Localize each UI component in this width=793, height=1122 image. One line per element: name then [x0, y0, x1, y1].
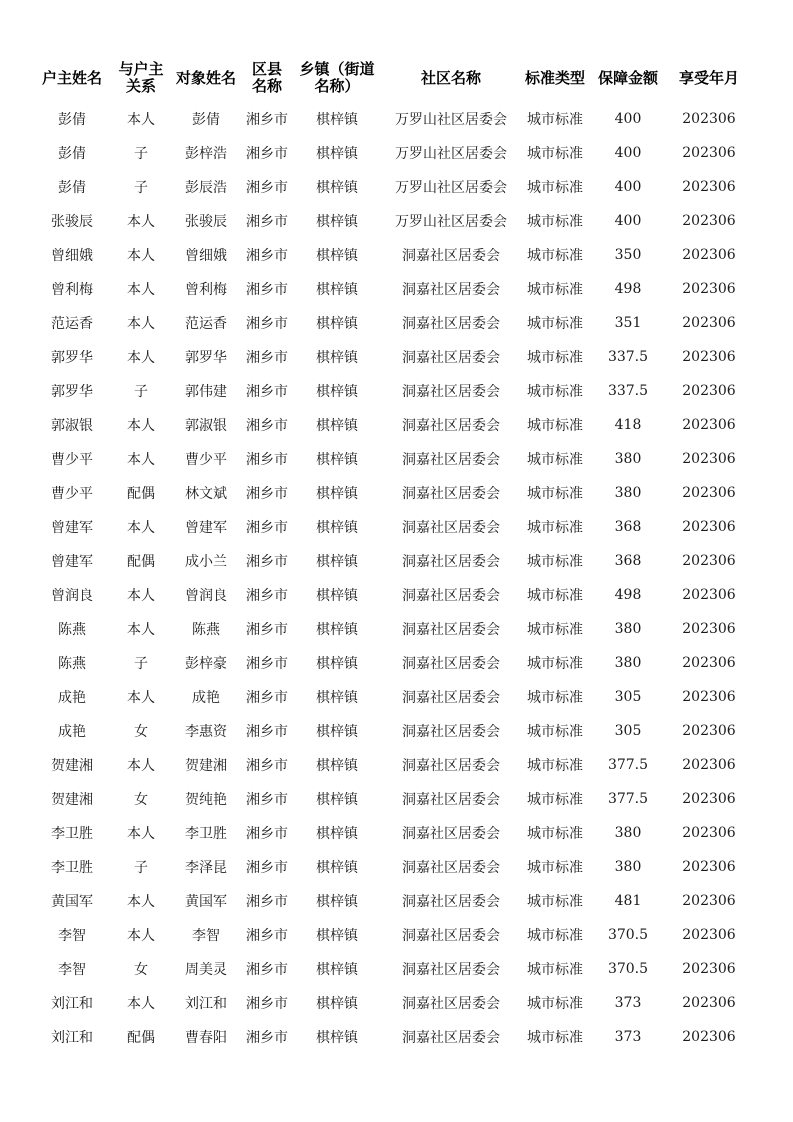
county-cell: 湘乡市: [246, 316, 288, 332]
benefit-month-cell: 202306: [682, 179, 736, 195]
header-benefit-amount: 保障金额: [597, 68, 658, 87]
household-head-name-cell: 范运香: [51, 316, 93, 332]
town-cell: 棋梓镇: [316, 826, 358, 842]
recipient-name-cell: 贺纯艳: [185, 792, 227, 808]
community-cell: 万罗山社区居委会: [395, 180, 507, 196]
relationship-cell: 本人: [127, 758, 155, 774]
benefit-amount-cell: 400: [614, 111, 642, 127]
table-row: [32, 272, 752, 306]
town-cell: 棋梓镇: [316, 656, 358, 672]
benefit-month-cell: 202306: [682, 451, 736, 467]
household-head-name-cell: 李智: [58, 962, 86, 978]
standard-type-cell: 城市标准: [527, 588, 583, 604]
relationship-cell: 子: [134, 656, 148, 672]
community-cell: 洞嘉社区居委会: [402, 520, 500, 536]
table-body: [32, 102, 752, 1054]
relationship-cell: 本人: [127, 826, 155, 842]
household-head-name-cell: 郭罗华: [51, 350, 93, 366]
town-cell: 棋梓镇: [316, 248, 358, 264]
benefit-amount-cell: 380: [614, 621, 642, 637]
benefit-amount-cell: 350: [614, 247, 642, 263]
town-cell: 棋梓镇: [316, 520, 358, 536]
header-row: [32, 54, 752, 102]
county-cell: 湘乡市: [246, 996, 288, 1012]
recipient-name-cell: 彭辰浩: [185, 180, 227, 196]
benefit-month-cell: 202306: [682, 723, 736, 739]
header-town-name: 乡镇（街道 名称）: [299, 60, 375, 95]
recipient-name-cell: 成艳: [192, 690, 220, 706]
town-cell: 棋梓镇: [316, 418, 358, 434]
household-head-name-cell: 刘江和: [51, 996, 93, 1012]
household-head-name-cell: 成艳: [58, 724, 86, 740]
standard-type-cell: 城市标准: [527, 214, 583, 230]
benefit-month-cell: 202306: [682, 621, 736, 637]
benefit-amount-cell: 373: [614, 995, 642, 1011]
standard-type-cell: 城市标准: [527, 792, 583, 808]
community-cell: 洞嘉社区居委会: [402, 656, 500, 672]
household-head-name-cell: 曹少平: [51, 452, 93, 468]
table-row: [32, 510, 752, 544]
recipient-name-cell: 郭伟建: [185, 384, 227, 400]
community-cell: 洞嘉社区居委会: [402, 350, 500, 366]
relationship-cell: 女: [134, 792, 148, 808]
county-cell: 湘乡市: [246, 112, 288, 128]
table-row: [32, 578, 752, 612]
county-cell: 湘乡市: [246, 384, 288, 400]
county-cell: 湘乡市: [246, 180, 288, 196]
county-cell: 湘乡市: [246, 350, 288, 366]
recipient-name-cell: 林文斌: [185, 486, 227, 502]
table-row: [32, 442, 752, 476]
recipient-name-cell: 曹少平: [185, 452, 227, 468]
county-cell: 湘乡市: [246, 826, 288, 842]
table-row: [32, 986, 752, 1020]
recipient-name-cell: 李智: [192, 928, 220, 944]
county-cell: 湘乡市: [246, 588, 288, 604]
community-cell: 万罗山社区居委会: [395, 112, 507, 128]
benefit-month-cell: 202306: [682, 791, 736, 807]
household-head-name-cell: 张骏辰: [51, 214, 93, 230]
benefit-amount-cell: 370.5: [607, 927, 649, 943]
benefit-month-cell: 202306: [682, 349, 736, 365]
standard-type-cell: 城市标准: [527, 350, 583, 366]
county-cell: 湘乡市: [246, 486, 288, 502]
household-head-name-cell: 彭倩: [58, 112, 86, 128]
town-cell: 棋梓镇: [316, 690, 358, 706]
benefit-amount-cell: 368: [614, 553, 642, 569]
relationship-cell: 本人: [127, 316, 155, 332]
recipient-name-cell: 张骏辰: [185, 214, 227, 230]
relationship-cell: 本人: [127, 996, 155, 1012]
benefit-amount-cell: 481: [614, 893, 642, 909]
standard-type-cell: 城市标准: [527, 554, 583, 570]
recipient-name-cell: 曾润良: [185, 588, 227, 604]
standard-type-cell: 城市标准: [527, 520, 583, 536]
table-row: [32, 476, 752, 510]
town-cell: 棋梓镇: [316, 928, 358, 944]
relationship-cell: 本人: [127, 928, 155, 944]
standard-type-cell: 城市标准: [527, 452, 583, 468]
community-cell: 洞嘉社区居委会: [402, 1030, 500, 1046]
recipient-name-cell: 彭梓豪: [185, 656, 227, 672]
household-head-name-cell: 郭罗华: [51, 384, 93, 400]
household-head-name-cell: 李卫胜: [51, 826, 93, 842]
community-cell: 洞嘉社区居委会: [402, 554, 500, 570]
household-head-name-cell: 陈燕: [58, 656, 86, 672]
relationship-cell: 配偶: [127, 486, 155, 502]
benefit-amount-cell: 351: [614, 315, 642, 331]
community-cell: 洞嘉社区居委会: [402, 452, 500, 468]
table-row: [32, 408, 752, 442]
community-cell: 洞嘉社区居委会: [402, 724, 500, 740]
table-row: [32, 306, 752, 340]
standard-type-cell: 城市标准: [527, 962, 583, 978]
header-recipient-name: 对象姓名: [175, 68, 236, 87]
benefit-month-cell: 202306: [682, 315, 736, 331]
benefit-month-cell: 202306: [682, 145, 736, 161]
community-cell: 洞嘉社区居委会: [402, 588, 500, 604]
standard-type-cell: 城市标准: [527, 894, 583, 910]
relationship-cell: 子: [134, 180, 148, 196]
standard-type-cell: 城市标准: [527, 316, 583, 332]
benefit-month-cell: 202306: [682, 417, 736, 433]
county-cell: 湘乡市: [246, 554, 288, 570]
town-cell: 棋梓镇: [316, 452, 358, 468]
county-cell: 湘乡市: [246, 1030, 288, 1046]
standard-type-cell: 城市标准: [527, 248, 583, 264]
standard-type-cell: 城市标准: [527, 146, 583, 162]
standard-type-cell: 城市标准: [527, 996, 583, 1012]
community-cell: 洞嘉社区居委会: [402, 996, 500, 1012]
recipient-name-cell: 郭淑银: [185, 418, 227, 434]
recipient-name-cell: 陈燕: [192, 622, 220, 638]
recipient-name-cell: 曾利梅: [185, 282, 227, 298]
benefit-month-cell: 202306: [682, 825, 736, 841]
standard-type-cell: 城市标准: [527, 384, 583, 400]
benefit-amount-cell: 373: [614, 1029, 642, 1045]
table-row: [32, 102, 752, 136]
standard-type-cell: 城市标准: [527, 282, 583, 298]
county-cell: 湘乡市: [246, 656, 288, 672]
benefit-month-cell: 202306: [682, 587, 736, 603]
relationship-cell: 本人: [127, 214, 155, 230]
recipient-name-cell: 李卫胜: [185, 826, 227, 842]
county-cell: 湘乡市: [246, 146, 288, 162]
county-cell: 湘乡市: [246, 962, 288, 978]
relationship-cell: 本人: [127, 588, 155, 604]
benefit-month-cell: 202306: [682, 757, 736, 773]
benefit-amount-cell: 377.5: [607, 791, 649, 807]
town-cell: 棋梓镇: [316, 724, 358, 740]
recipient-name-cell: 彭梓浩: [185, 146, 227, 162]
household-head-name-cell: 曾建军: [51, 554, 93, 570]
table-row: [32, 1020, 752, 1054]
town-cell: 棋梓镇: [316, 554, 358, 570]
relationship-cell: 本人: [127, 112, 155, 128]
table-row: [32, 238, 752, 272]
relationship-cell: 配偶: [127, 554, 155, 570]
household-head-name-cell: 李卫胜: [51, 860, 93, 876]
standard-type-cell: 城市标准: [527, 1030, 583, 1046]
standard-type-cell: 城市标准: [527, 724, 583, 740]
county-cell: 湘乡市: [246, 248, 288, 264]
community-cell: 洞嘉社区居委会: [402, 894, 500, 910]
community-cell: 万罗山社区居委会: [395, 214, 507, 230]
standard-type-cell: 城市标准: [527, 860, 583, 876]
benefit-month-cell: 202306: [682, 859, 736, 875]
benefit-month-cell: 202306: [682, 519, 736, 535]
household-head-name-cell: 彭倩: [58, 146, 86, 162]
benefit-month-cell: 202306: [682, 689, 736, 705]
standard-type-cell: 城市标准: [527, 486, 583, 502]
table-row: [32, 646, 752, 680]
relationship-cell: 本人: [127, 350, 155, 366]
community-cell: 洞嘉社区居委会: [402, 758, 500, 774]
benefit-amount-cell: 380: [614, 825, 642, 841]
recipient-name-cell: 曾建军: [185, 520, 227, 536]
recipient-name-cell: 曹春阳: [185, 1030, 227, 1046]
benefit-amount-cell: 498: [614, 281, 642, 297]
benefit-month-cell: 202306: [682, 995, 736, 1011]
header-community-name: 社区名称: [420, 68, 481, 87]
benefit-month-cell: 202306: [682, 485, 736, 501]
county-cell: 湘乡市: [246, 690, 288, 706]
header-county-name: 区县 名称: [251, 60, 282, 95]
benefit-amount-cell: 305: [614, 689, 642, 705]
table-row: [32, 918, 752, 952]
household-head-name-cell: 曾建军: [51, 520, 93, 536]
community-cell: 洞嘉社区居委会: [402, 826, 500, 842]
benefit-month-cell: 202306: [682, 1029, 736, 1045]
town-cell: 棋梓镇: [316, 146, 358, 162]
county-cell: 湘乡市: [246, 894, 288, 910]
benefit-amount-cell: 380: [614, 485, 642, 501]
household-head-name-cell: 郭淑银: [51, 418, 93, 434]
community-cell: 万罗山社区居委会: [395, 146, 507, 162]
recipient-name-cell: 成小兰: [185, 554, 227, 570]
benefit-amount-cell: 400: [614, 179, 642, 195]
standard-type-cell: 城市标准: [527, 656, 583, 672]
benefit-month-cell: 202306: [682, 111, 736, 127]
relationship-cell: 女: [134, 962, 148, 978]
table-row: [32, 204, 752, 238]
recipient-name-cell: 曾细娥: [185, 248, 227, 264]
recipient-name-cell: 刘江和: [185, 996, 227, 1012]
town-cell: 棋梓镇: [316, 282, 358, 298]
household-head-name-cell: 贺建湘: [51, 758, 93, 774]
standard-type-cell: 城市标准: [527, 826, 583, 842]
community-cell: 洞嘉社区居委会: [402, 690, 500, 706]
county-cell: 湘乡市: [246, 792, 288, 808]
benefit-amount-cell: 368: [614, 519, 642, 535]
benefit-month-cell: 202306: [682, 553, 736, 569]
relationship-cell: 子: [134, 860, 148, 876]
household-head-name-cell: 曾细娥: [51, 248, 93, 264]
table-row: [32, 952, 752, 986]
recipient-name-cell: 郭罗华: [185, 350, 227, 366]
benefit-amount-cell: 400: [614, 145, 642, 161]
recipient-name-cell: 周美灵: [185, 962, 227, 978]
town-cell: 棋梓镇: [316, 1030, 358, 1046]
household-head-name-cell: 李智: [58, 928, 86, 944]
relationship-cell: 配偶: [127, 1030, 155, 1046]
household-head-name-cell: 刘江和: [51, 1030, 93, 1046]
recipient-name-cell: 范运香: [185, 316, 227, 332]
town-cell: 棋梓镇: [316, 860, 358, 876]
county-cell: 湘乡市: [246, 520, 288, 536]
relationship-cell: 子: [134, 146, 148, 162]
county-cell: 湘乡市: [246, 928, 288, 944]
table-row: [32, 340, 752, 374]
benefit-amount-cell: 380: [614, 451, 642, 467]
recipient-name-cell: 李惠资: [185, 724, 227, 740]
county-cell: 湘乡市: [246, 860, 288, 876]
benefit-amount-cell: 418: [614, 417, 642, 433]
community-cell: 洞嘉社区居委会: [402, 418, 500, 434]
county-cell: 湘乡市: [246, 214, 288, 230]
recipient-name-cell: 黄国军: [185, 894, 227, 910]
standard-type-cell: 城市标准: [527, 622, 583, 638]
community-cell: 洞嘉社区居委会: [402, 928, 500, 944]
town-cell: 棋梓镇: [316, 622, 358, 638]
town-cell: 棋梓镇: [316, 962, 358, 978]
town-cell: 棋梓镇: [316, 384, 358, 400]
table-header: [32, 54, 752, 102]
benefit-amount-cell: 305: [614, 723, 642, 739]
household-head-name-cell: 曹少平: [51, 486, 93, 502]
town-cell: 棋梓镇: [316, 996, 358, 1012]
community-cell: 洞嘉社区居委会: [402, 248, 500, 264]
beneficiary-table: [32, 54, 752, 1054]
relationship-cell: 本人: [127, 894, 155, 910]
town-cell: 棋梓镇: [316, 316, 358, 332]
standard-type-cell: 城市标准: [527, 418, 583, 434]
benefit-amount-cell: 337.5: [607, 383, 649, 399]
household-head-name-cell: 黄国军: [51, 894, 93, 910]
town-cell: 棋梓镇: [316, 350, 358, 366]
standard-type-cell: 城市标准: [527, 180, 583, 196]
household-head-name-cell: 曾润良: [51, 588, 93, 604]
relationship-cell: 本人: [127, 282, 155, 298]
recipient-name-cell: 李泽昆: [185, 860, 227, 876]
relationship-cell: 本人: [127, 622, 155, 638]
benefit-amount-cell: 380: [614, 859, 642, 875]
recipient-name-cell: 贺建湘: [185, 758, 227, 774]
table-row: [32, 136, 752, 170]
relationship-cell: 本人: [127, 248, 155, 264]
town-cell: 棋梓镇: [316, 180, 358, 196]
community-cell: 洞嘉社区居委会: [402, 486, 500, 502]
benefit-amount-cell: 337.5: [607, 349, 649, 365]
county-cell: 湘乡市: [246, 282, 288, 298]
household-head-name-cell: 成艳: [58, 690, 86, 706]
standard-type-cell: 城市标准: [527, 928, 583, 944]
town-cell: 棋梓镇: [316, 486, 358, 502]
town-cell: 棋梓镇: [316, 112, 358, 128]
benefit-amount-cell: 498: [614, 587, 642, 603]
benefit-month-cell: 202306: [682, 927, 736, 943]
community-cell: 洞嘉社区居委会: [402, 860, 500, 876]
household-head-name-cell: 曾利梅: [51, 282, 93, 298]
benefit-amount-cell: 377.5: [607, 757, 649, 773]
town-cell: 棋梓镇: [316, 588, 358, 604]
table-row: [32, 612, 752, 646]
table-row: [32, 816, 752, 850]
table-row: [32, 170, 752, 204]
relationship-cell: 子: [134, 384, 148, 400]
community-cell: 洞嘉社区居委会: [402, 622, 500, 638]
table-row: [32, 714, 752, 748]
benefit-month-cell: 202306: [682, 961, 736, 977]
community-cell: 洞嘉社区居委会: [402, 384, 500, 400]
standard-type-cell: 城市标准: [527, 690, 583, 706]
table-row: [32, 884, 752, 918]
household-head-name-cell: 陈燕: [58, 622, 86, 638]
header-benefit-month: 享受年月: [678, 68, 739, 87]
county-cell: 湘乡市: [246, 452, 288, 468]
table-row: [32, 680, 752, 714]
table-row: [32, 782, 752, 816]
standard-type-cell: 城市标准: [527, 758, 583, 774]
relationship-cell: 本人: [127, 452, 155, 468]
relationship-cell: 女: [134, 724, 148, 740]
relationship-cell: 本人: [127, 520, 155, 536]
benefit-month-cell: 202306: [682, 383, 736, 399]
relationship-cell: 本人: [127, 418, 155, 434]
community-cell: 洞嘉社区居委会: [402, 316, 500, 332]
town-cell: 棋梓镇: [316, 792, 358, 808]
header-household-head-name: 户主姓名: [41, 68, 102, 87]
benefit-amount-cell: 400: [614, 213, 642, 229]
header-standard-type: 标准类型: [524, 68, 585, 87]
recipient-name-cell: 彭倩: [192, 112, 220, 128]
benefit-amount-cell: 380: [614, 655, 642, 671]
county-cell: 湘乡市: [246, 622, 288, 638]
household-head-name-cell: 彭倩: [58, 180, 86, 196]
benefit-month-cell: 202306: [682, 281, 736, 297]
benefit-month-cell: 202306: [682, 893, 736, 909]
community-cell: 洞嘉社区居委会: [402, 792, 500, 808]
table-row: [32, 850, 752, 884]
table-row: [32, 748, 752, 782]
table-row: [32, 544, 752, 578]
county-cell: 湘乡市: [246, 418, 288, 434]
benefit-month-cell: 202306: [682, 213, 736, 229]
table-row: [32, 374, 752, 408]
benefit-month-cell: 202306: [682, 655, 736, 671]
county-cell: 湘乡市: [246, 758, 288, 774]
relationship-cell: 本人: [127, 690, 155, 706]
community-cell: 洞嘉社区居委会: [402, 282, 500, 298]
town-cell: 棋梓镇: [316, 214, 358, 230]
county-cell: 湘乡市: [246, 724, 288, 740]
benefit-amount-cell: 370.5: [607, 961, 649, 977]
benefit-month-cell: 202306: [682, 247, 736, 263]
standard-type-cell: 城市标准: [527, 112, 583, 128]
community-cell: 洞嘉社区居委会: [402, 962, 500, 978]
town-cell: 棋梓镇: [316, 894, 358, 910]
household-head-name-cell: 贺建湘: [51, 792, 93, 808]
town-cell: 棋梓镇: [316, 758, 358, 774]
header-relationship: 与户主 关系: [118, 60, 164, 95]
